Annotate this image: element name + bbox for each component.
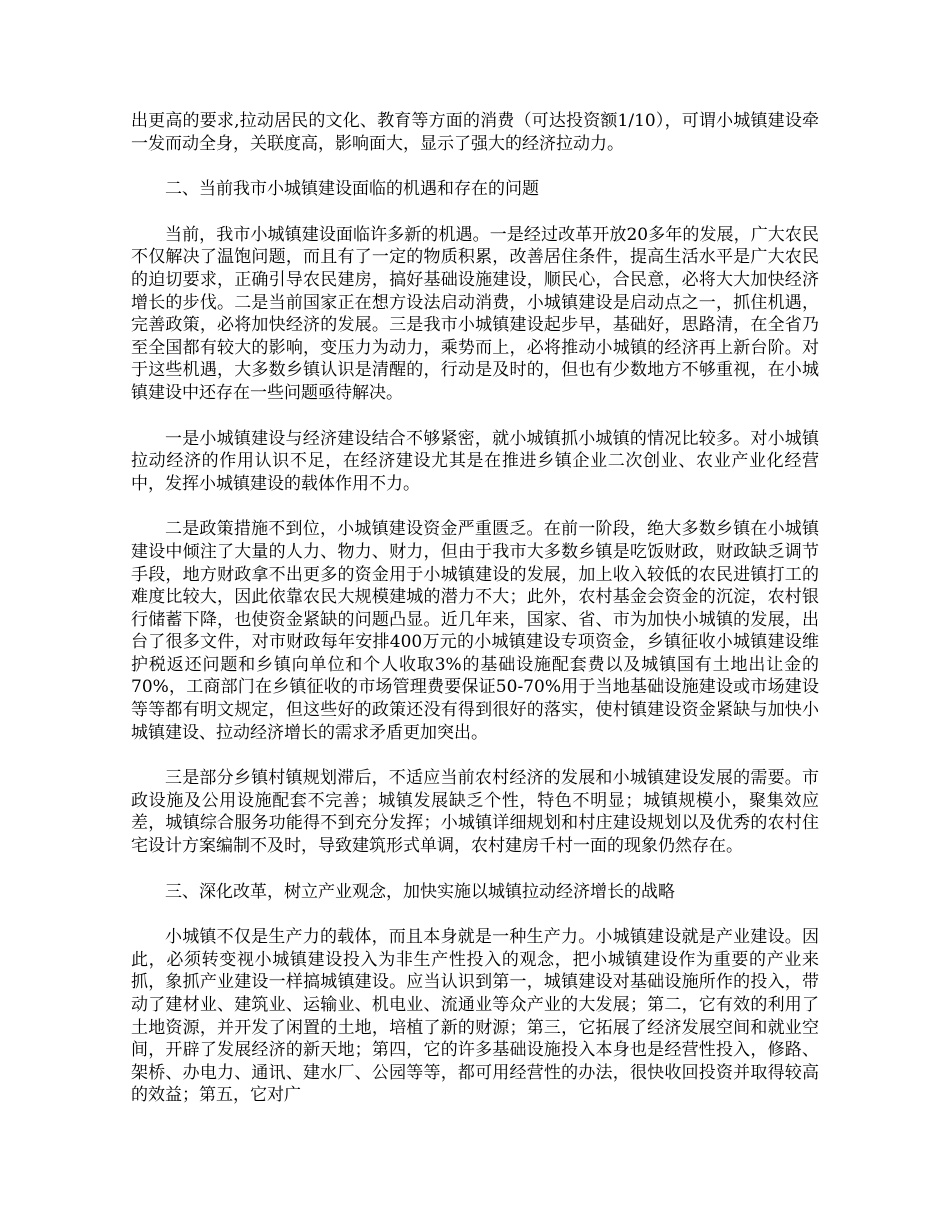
paragraph-opportunities: 当前，我市小城镇建设面临许多新的机遇。一是经过改革开放20多年的发展，广大农民不仅解决了温饱问题，而且有了一定的物质积累，改善居住条件，提高生活水平是广大农民的迫切要求，正确引导农民建房，搞好基础设施建设，顺民心，合民意，必将大大加快经济增长的步伐。二是当前国家正在想方设法启动消费，小城镇建设是启动点之一，抓住机遇，完善政策，必将加快经济的发展。三是我市小城镇建设起步早，基础好，思路清，在全省乃至全国都有较大的影响，变压力为动力，乘势而上，必将推动小城镇的经济再上新台阶。对于这些机遇，大多数乡镇认识是清醒的，行动是及时的，但也有少数地方不够重视，在小城镇建设中还存在一些问题亟待解决。 — [131, 224, 819, 403]
paragraph-gap — [131, 744, 819, 767]
document-page — [131, 110, 819, 1107]
paragraph-gap — [131, 858, 819, 881]
paragraph-continuation: 出更高的要求,拉动居民的文化、教育等方面的消费（可达投资额1/10），可谓小城镇建设牵一发而动全身，关联度高，影响面大，显示了强大的经济拉动力。 — [131, 111, 819, 154]
section-heading-3: 三、深化改革，树立产业观念，加快实施以城镇拉动经济增长的战略 — [165, 881, 675, 902]
paragraph-gap — [131, 201, 819, 224]
paragraph-gap — [131, 155, 819, 178]
paragraph-gap — [131, 903, 819, 926]
paragraph-gap — [131, 495, 819, 518]
paragraph-problem-1: 一是小城镇建设与经济建设结合不够紧密，就小城镇抓小城镇的情况比较多。对小城镇拉动经济的作用认识不足，在经济建设尤其是在推进乡镇企业二次创业、农业产业化经营中，发挥小城镇建设的载体作用不力。 — [131, 428, 819, 494]
paragraph-problem-3: 三是部分乡镇村镇规划滞后，不适应当前农村经济的发展和小城镇建设发展的需要。市政设施及公用设施配套不完善；城镇发展缺乏个性，特色不明显；城镇规模小，聚集效应差，城镇综合服务功能得不到充分发挥；小城镇详细规划和村庄建设规划以及优秀的农村住宅设计方案编制不及时，导致建筑形式单调，农村建房千村一面的现象仍然存在。 — [131, 768, 819, 857]
section-heading-2: 二、当前我市小城镇建设面临的机遇和存在的问题 — [165, 179, 539, 200]
paragraph-industry: 小城镇不仅是生产力的载体，而且本身就是一种生产力。小城镇建设就是产业建设。因此，必须转变视小城镇建设投入为非生产性投入的观念，把小城镇建设作为重要的产业来抓，象抓产业建设一样搞城镇建设。应当认识到第一，城镇建设对基础设施所作的投入，带动了建材业、建筑业、运输业、机电业、流通业等众产业的大发展；第二，它有效的利用了土地资源，并开发了闲置的土地，培植了新的财源；第三，它拓展了经济发展空间和就业空间，开辟了发展经济的新天地；第四，它的许多基础设施投入本身也是经营性投入，修路、架桥、办电力、通讯、建水厂、公园等等，都可用经营性的办法，很快收回投资并取得较高的效益；第五，它对广 — [131, 927, 819, 1106]
paragraph-problem-2: 二是政策措施不到位，小城镇建设资金严重匮乏。在前一阶段，绝大多数乡镇在小城镇建设中倾注了大量的人力、物力、财力，但由于我市大多数乡镇是吃饭财政，财政缺乏调节手段，地方财政拿不出更多的资金用于小城镇建设的发展，加上收入较低的农民进镇打工的难度比较大，因此依靠农民大规模建城的潜力不大；此外，农村基金会资金的沉淀，农村银行储蓄下降，也使资金紧缺的问题凸显。近几年来，国家、省、市为加快小城镇的发展，出台了很多文件，对市财政每年安排400万元的小城镇建设专项资金，乡镇征收小城镇建设维护税返还问题和乡镇向单位和个人收取3%的基础设施配套费以及城镇国有土地出让金的70%，工商部门在乡镇征收的市场管理费要保证50-70%用于当地基础设施建设或市场建设等等都有明文规定，但这些好的政策还没有得到很好的落实，使村镇建设资金紧缺与加快小城镇建设、拉动经济增长的需求矛盾更加突出。 — [131, 519, 819, 743]
paragraph-gap — [131, 405, 819, 428]
